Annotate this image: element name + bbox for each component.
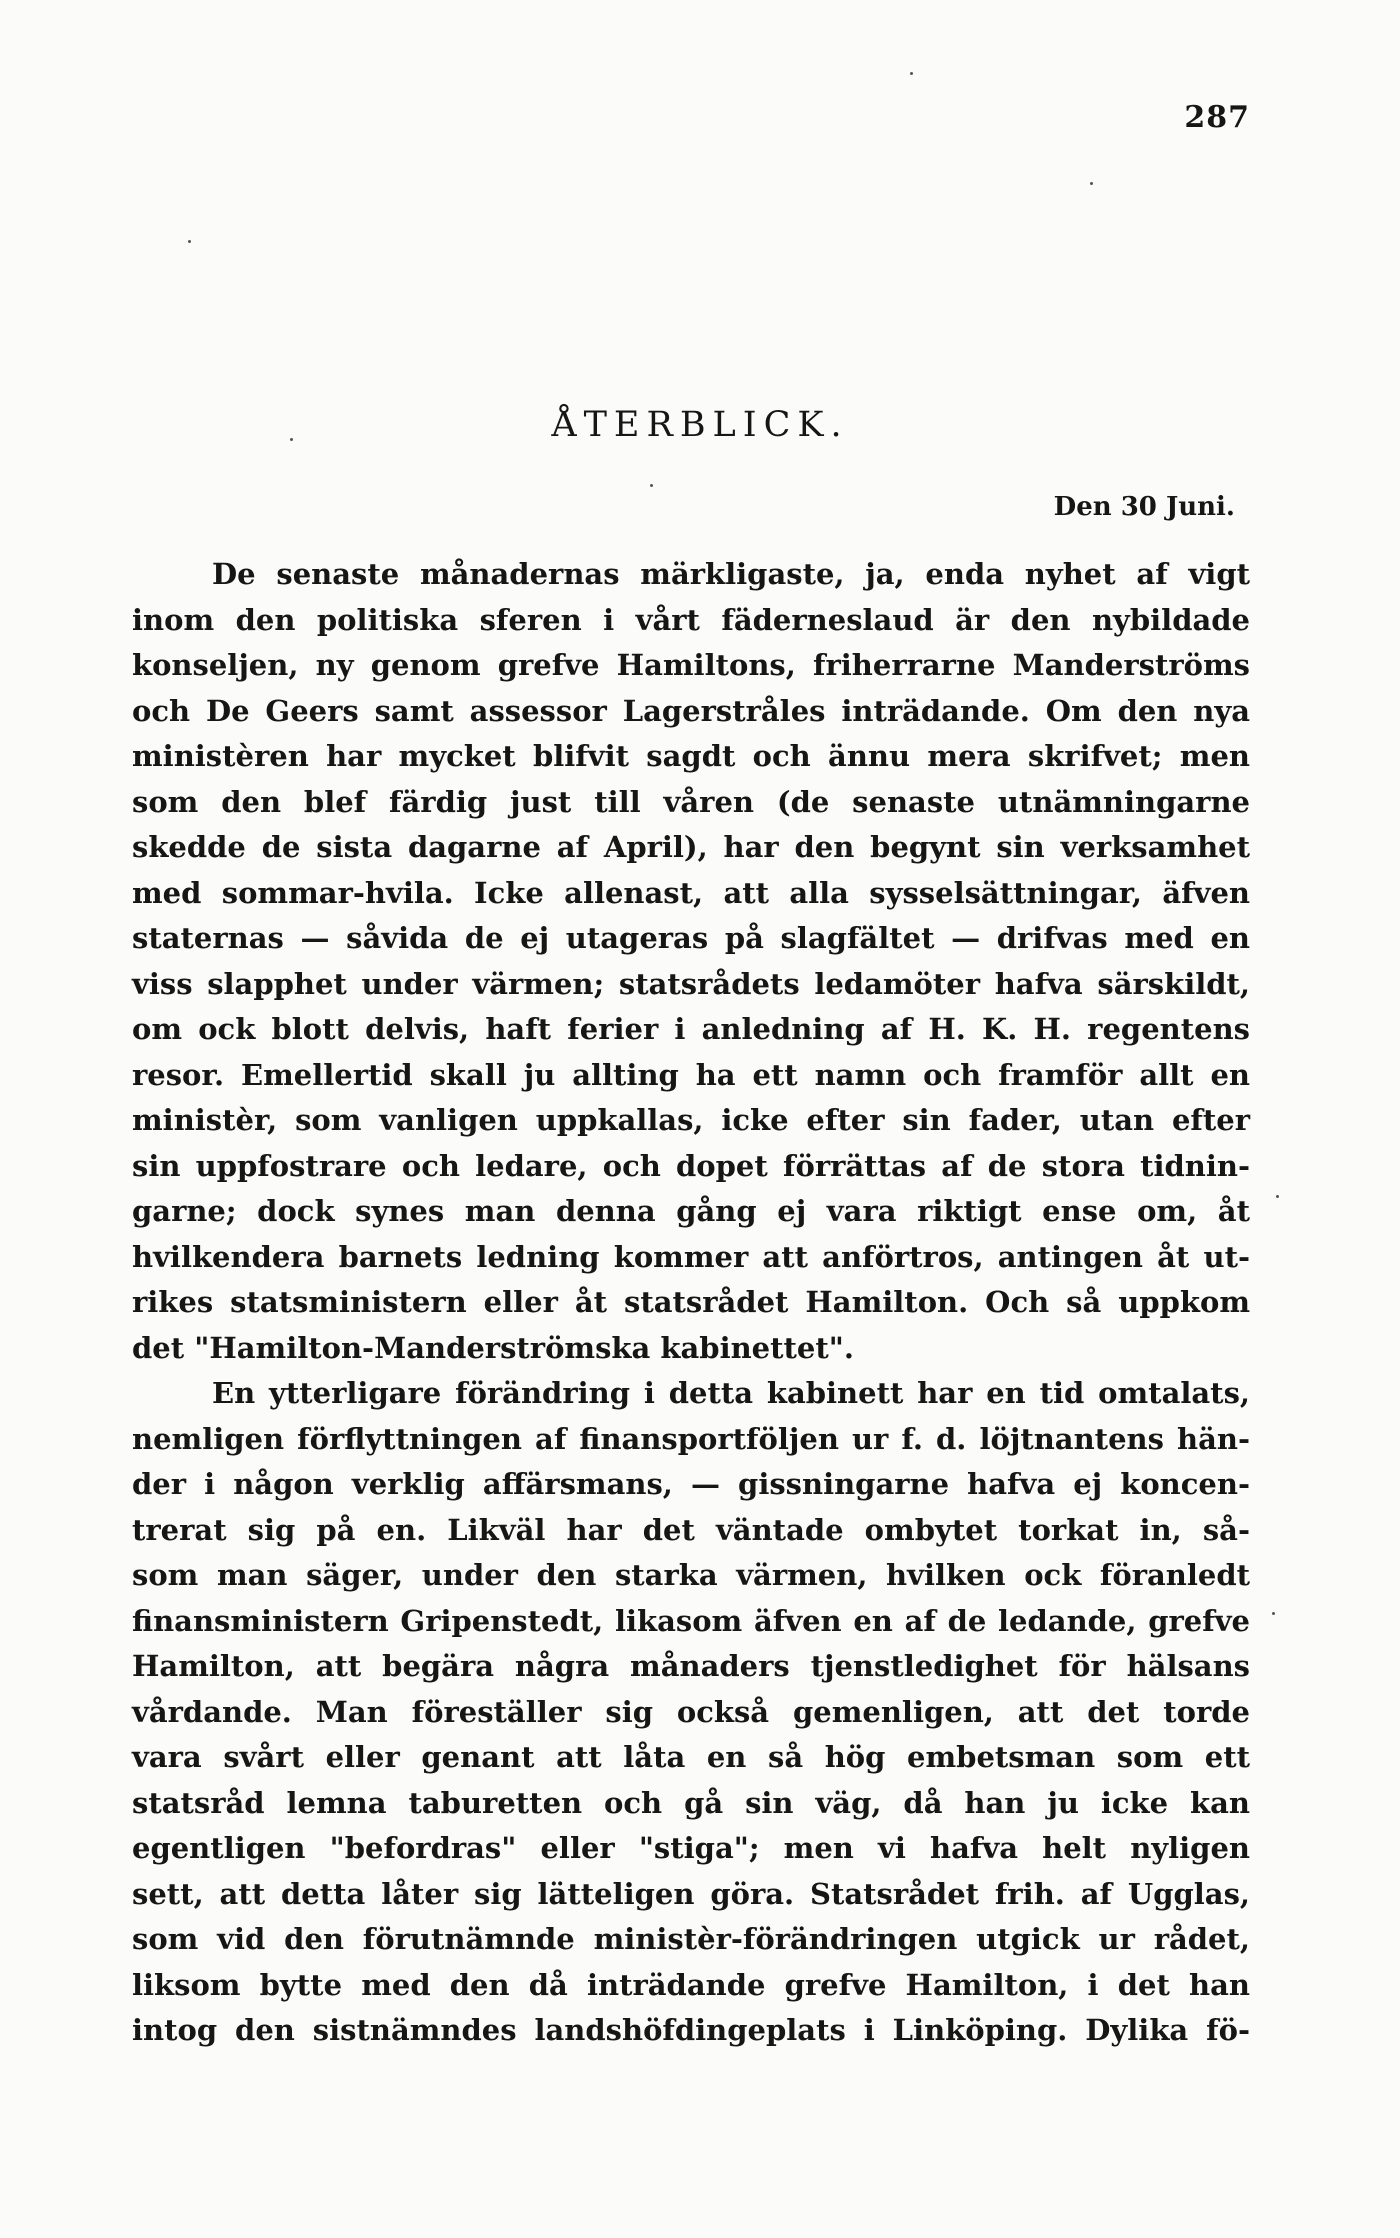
scan-speck xyxy=(650,484,653,487)
text-line: ministèren har mycket blifvit sagdt och ännu mera skrifvet; men xyxy=(132,739,1250,773)
text-line: liksom bytte med den då inträdande grefve Hamilton, i det han xyxy=(132,1967,1250,2002)
dateline: Den 30 Juni. xyxy=(1053,492,1235,522)
text-line: finansministern Gripenstedt, likasom äfven en af de ledande, grefve xyxy=(132,1603,1250,1638)
text-line: rikes statsministern eller åt statsrådet Hamilton. Och så uppkom xyxy=(132,1285,1250,1319)
text-line: med sommar-hvila. Icke allenast, att alla sysselsättningar, äfven xyxy=(132,875,1250,910)
text-line: vårdande. Man föreställer sig också gemenligen, att det torde xyxy=(132,1694,1250,1729)
text-line: intog den sistnämndes landshöfdingeplats i Linköping. Dylika fö- xyxy=(132,2013,1250,2047)
text-line: viss slapphet under värmen; statsrådets ledamöter hafva särskildt, xyxy=(132,966,1250,1001)
text-line: En ytterligare förändring i detta kabinett har en tid omtalats, xyxy=(212,1376,1250,1410)
text-line: som man säger, under den starka värmen, hvilken ock föranledt xyxy=(132,1558,1250,1592)
text-line: staternas — såvida de ej utageras på slagfältet — drifvas med en xyxy=(132,921,1250,955)
text-line: garne; dock synes man denna gång ej vara riktigt ense om, åt xyxy=(132,1194,1250,1228)
text-line: der i någon verklig affärsmans, — gissningarne hafva ej koncen- xyxy=(132,1467,1250,1501)
text-line: om ock blott delvis, haft ferier i anledning af H. K. H. regentens xyxy=(132,1012,1250,1046)
text-line: De senaste månadernas märkligaste, ja, enda nyhet af vigt xyxy=(212,557,1250,591)
text-line: skedde de sista dagarne af April), har den begynt sin verksamhet xyxy=(132,830,1250,864)
text-line: sett, att detta låter sig lätteligen göra. Statsrådet frih. af Ugglas, xyxy=(132,1876,1250,1911)
text-line: hvilkendera barnets ledning kommer att anförtros, antingen åt ut- xyxy=(132,1239,1250,1274)
text-line: sin uppfostrare och ledare, och dopet förrättas af de stora tidnin- xyxy=(132,1148,1250,1183)
text-line: trerat sig på en. Likväl har det väntade ombytet torkat in, så- xyxy=(132,1512,1250,1547)
scan-speck xyxy=(1272,1612,1275,1615)
text-line: vara svårt eller genant att låta en så hög embetsman som ett xyxy=(132,1740,1250,1774)
body-text xyxy=(132,552,1250,2054)
text-line: Hamilton, att begära några månaders tjenstledighet för hälsans xyxy=(132,1649,1250,1683)
text-line: och De Geers samt assessor Lagerstråles inträdande. Om den nya xyxy=(132,693,1250,728)
text-line: egentligen "befordras" eller "stiga"; men vi hafva helt nyligen xyxy=(132,1831,1250,1865)
text-line: som den blef färdig just till våren (de senaste utnämningarne xyxy=(132,784,1250,819)
text-line: nemligen förflyttningen af finansportföljen ur f. d. löjtnantens hän- xyxy=(132,1421,1250,1456)
scan-speck xyxy=(1276,1195,1279,1198)
paragraph-2 xyxy=(132,1371,1250,2054)
text-line: ministèr, som vanligen uppkallas, icke efter sin fader, utan efter xyxy=(132,1103,1250,1137)
text-line: det "Hamilton-Manderströmska kabinettet". xyxy=(132,1330,854,1365)
scan-speck xyxy=(290,438,293,441)
text-line: inom den politiska sferen i vårt fäderneslaud är den nybildade xyxy=(132,602,1250,637)
scan-speck xyxy=(1090,182,1093,185)
page-title: ÅTERBLICK. xyxy=(551,405,849,445)
text-line: statsråd lemna taburetten och gå sin väg, då han ju icke kan xyxy=(132,1785,1250,1820)
text-line: konseljen, ny genom grefve Hamiltons, friherrarne Manderströms xyxy=(132,648,1250,682)
text-line: som vid den förutnämnde ministèr-förändringen utgick ur rådet, xyxy=(132,1922,1250,1956)
scan-speck xyxy=(910,72,913,75)
paragraph-1 xyxy=(132,552,1250,1371)
scan-speck xyxy=(188,240,191,243)
text-line: resor. Emellertid skall ju allting ha ett namn och framför allt en xyxy=(132,1057,1250,1092)
page-number: 287 xyxy=(1184,100,1250,135)
